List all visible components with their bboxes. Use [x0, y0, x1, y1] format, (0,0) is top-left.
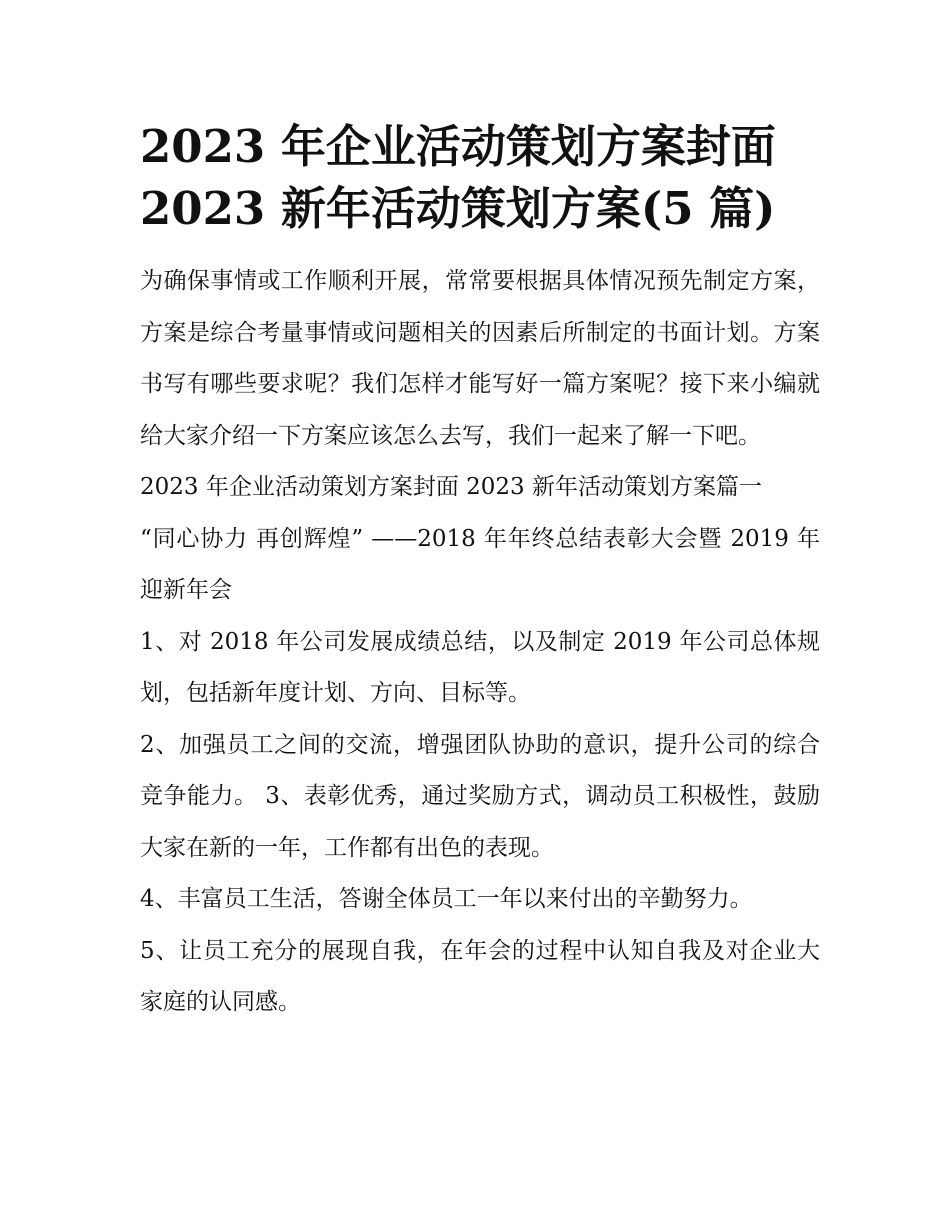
- title-line-2: 2023 新年活动策划方案(5 篇): [140, 182, 776, 235]
- document-body: [140, 256, 820, 1029]
- goal-item-2-3: 2、加强员工之间的交流，增强团队协助的意识，提升公司的综合竞争能力。 3、表彰优秀，通过奖励方式，调动员工积极性，鼓励大家在新的一年，工作都有出色的表现。: [140, 731, 820, 861]
- goal-item-4: 4、丰富员工生活，答谢全体员工一年以来付出的辛勤努力。: [140, 886, 753, 912]
- document-page: [140, 116, 820, 1029]
- goal-item-5: 5、让员工充分的展现自我，在年会的过程中认知自我及对企业大家庭的认同感。: [140, 937, 820, 1015]
- intro-paragraph: 为确保事情或工作顺利开展，常常要根据具体情况预先制定方案，方案是综合考量事情或问题相关的因素后所制定的书面计划。方案书写有哪些要求呢？我们怎样才能写好一篇方案呢？接下来小编就给大家介绍一下方案应该怎么去写，我们一起来了解一下吧。: [140, 268, 820, 449]
- document-title: [140, 116, 820, 240]
- goal-item-1: 1、对 2018 年公司发展成绩总结，以及制定 2019 年公司总体规划，包括新年度计划、方向、目标等。: [140, 628, 820, 706]
- event-theme: “同心协力 再创辉煌” ——2018 年年终总结表彰大会暨 2019 年迎新年会: [140, 525, 820, 603]
- section-heading: 2023 年企业活动策划方案封面 2023 新年活动策划方案篇一: [140, 474, 762, 500]
- title-line-1: 2023 年企业活动策划方案封面: [140, 120, 776, 173]
